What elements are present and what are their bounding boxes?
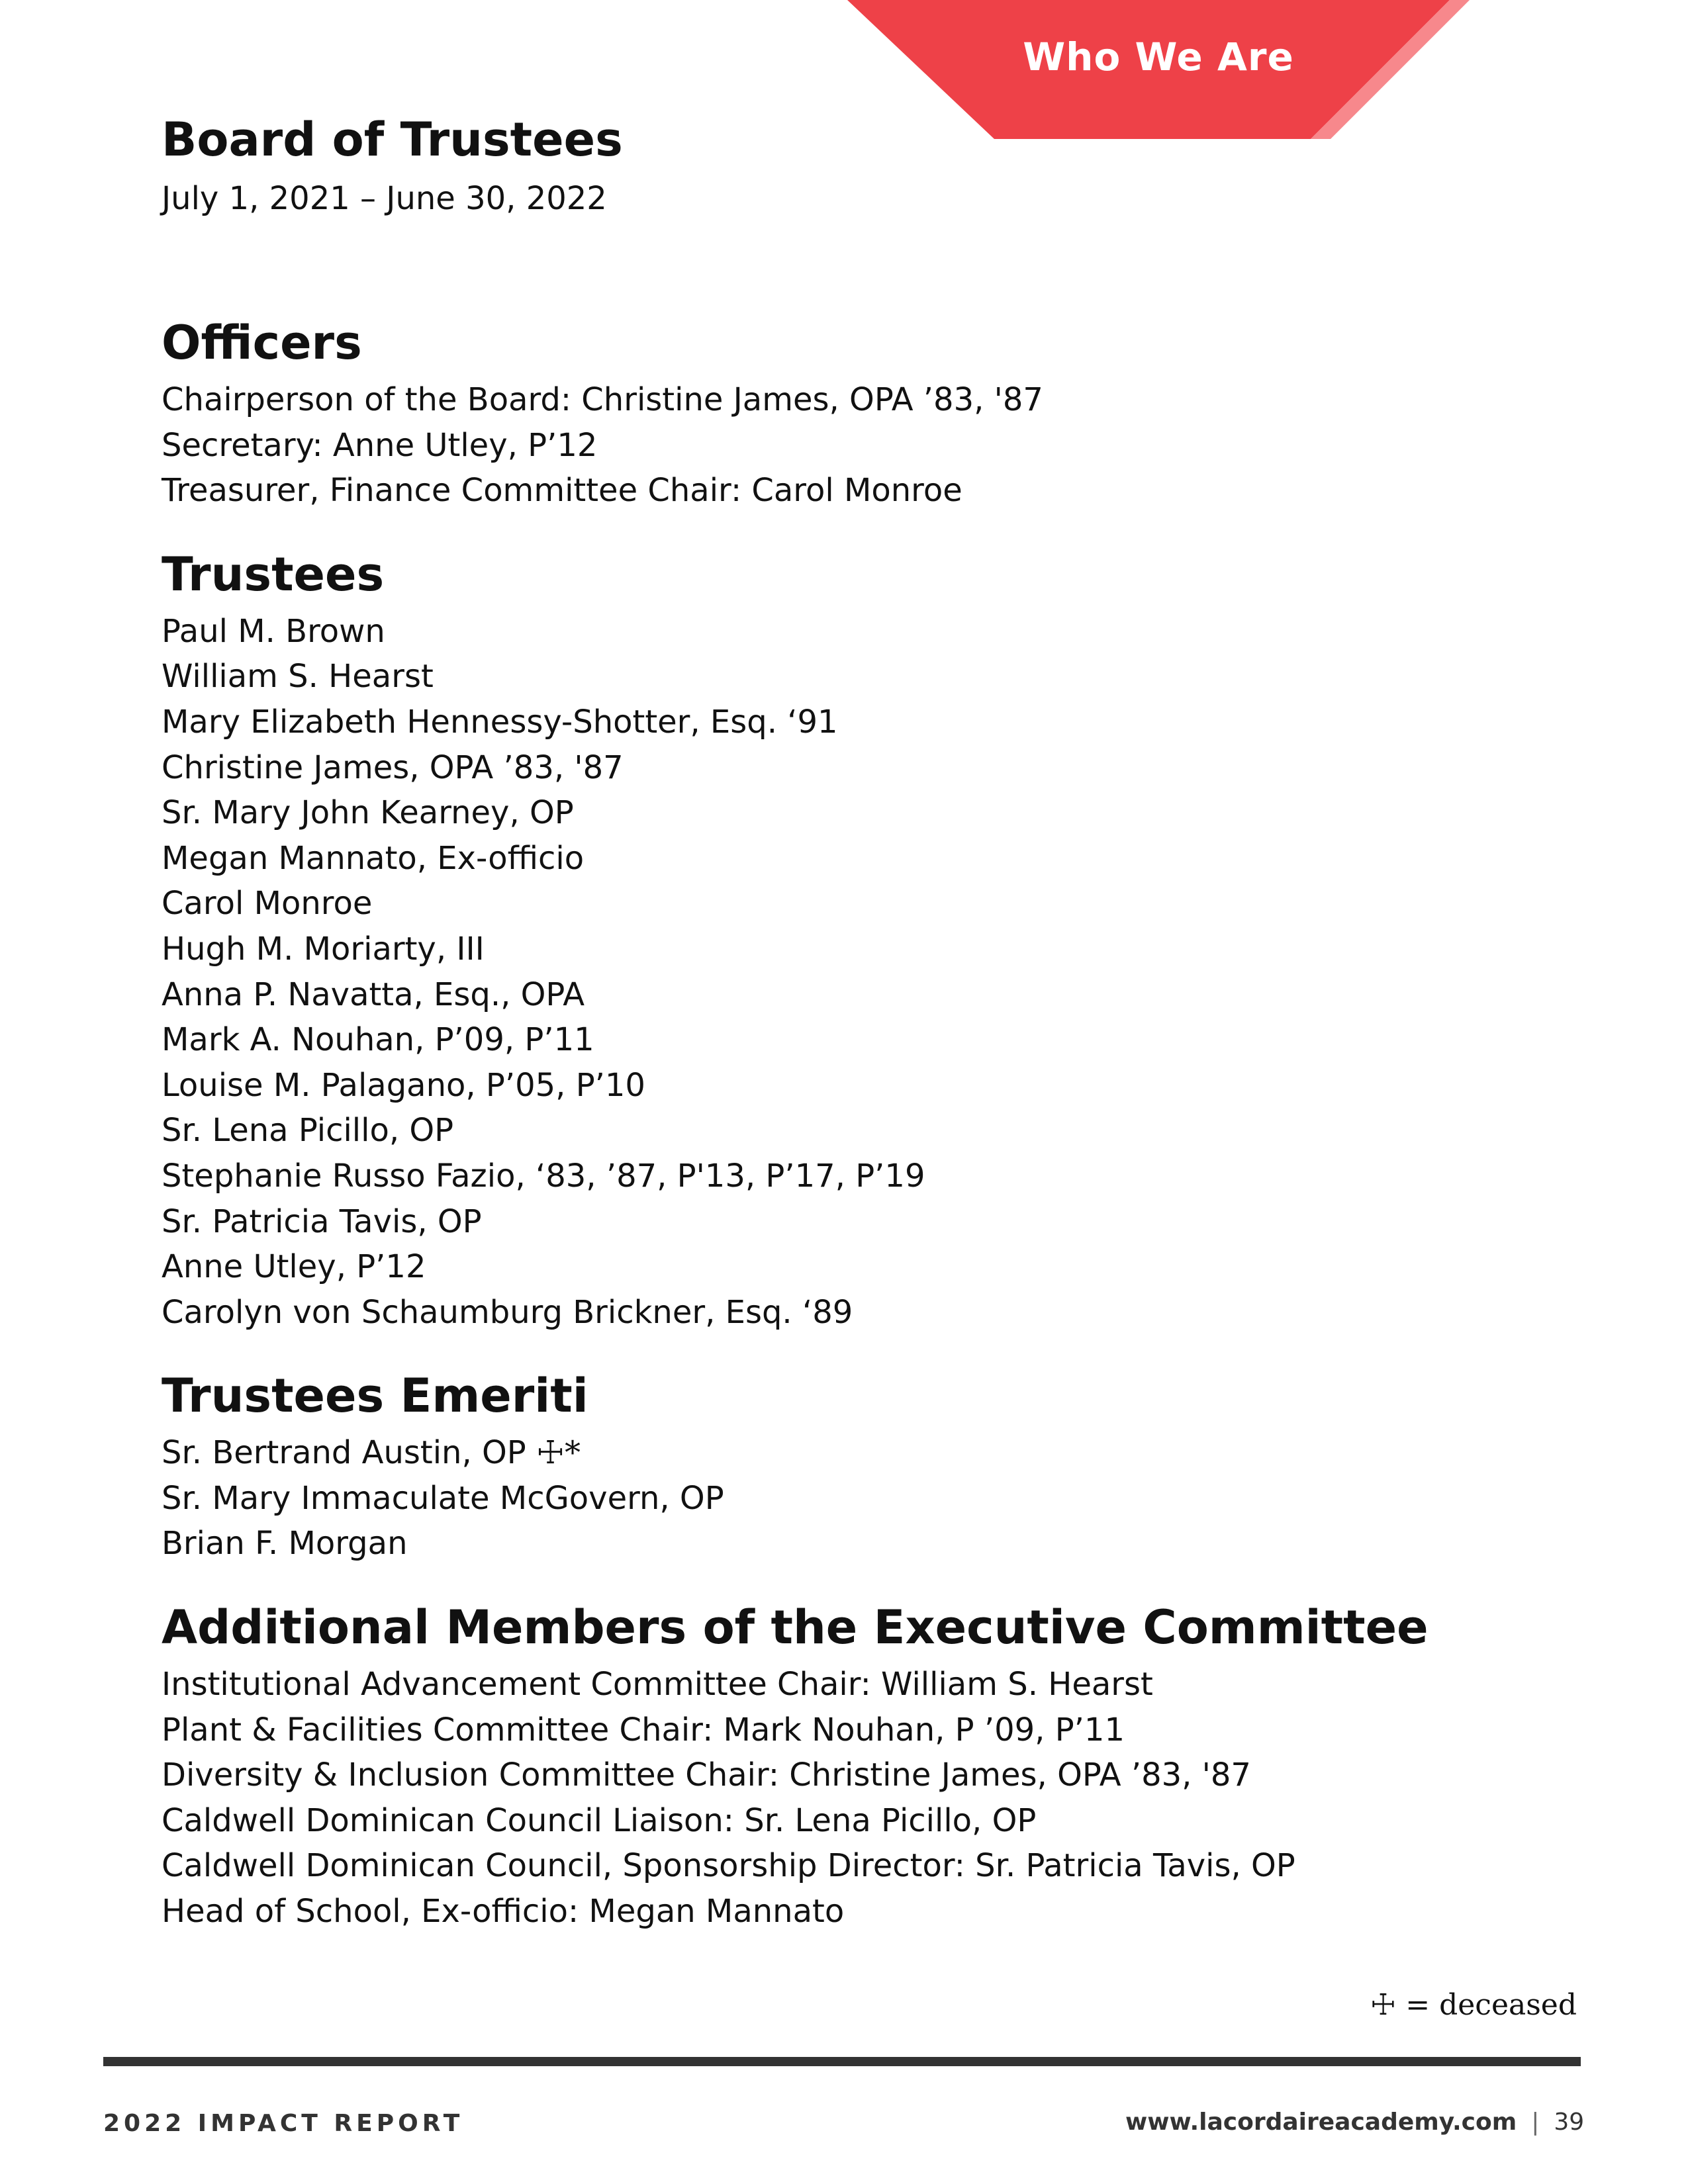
officers-heading: Officers — [162, 316, 362, 370]
trustee-item: Sr. Lena Picillo, OP — [162, 1112, 454, 1150]
emeritus-item: Sr. Mary Immaculate McGovern, OP — [162, 1479, 724, 1517]
executive-item: Head of School, Ex-officio: Megan Mannato — [162, 1893, 845, 1931]
footer-report-label: 2022 IMPACT REPORT — [103, 2110, 464, 2137]
officer-item: Secretary: Anne Utley, P’12 — [162, 426, 598, 464]
executive-item: Diversity & Inclusion Committee Chair: Christine James, OPA ’83, '87 — [162, 1756, 1251, 1794]
officer-item: Chairperson of the Board: Christine James, OPA ’83, '87 — [162, 381, 1043, 418]
footer-right — [1125, 2109, 1585, 2136]
trustee-item: Louise M. Palagano, P’05, P’10 — [162, 1066, 645, 1104]
footer-divider — [103, 2057, 1581, 2066]
trustee-item: Mark A. Nouhan, P’09, P’11 — [162, 1021, 594, 1059]
deceased-legend — [1324, 1985, 1577, 2025]
page-title: Board of Trustees — [162, 113, 623, 167]
trustee-item: Mary Elizabeth Hennessy-Shotter, Esq. ‘91 — [162, 703, 838, 741]
trustee-item: Hugh M. Moriarty, III — [162, 930, 485, 968]
emeriti-section — [162, 1365, 1585, 1567]
page-number: 39 — [1554, 2109, 1585, 2136]
trustee-item: Sr. Patricia Tavis, OP — [162, 1203, 482, 1240]
executive-item: Institutional Advancement Committee Chair: William S. Hearst — [162, 1666, 1153, 1704]
emeriti-heading: Trustees Emeriti — [162, 1369, 588, 1424]
emeritus-item — [162, 1430, 1585, 1476]
trustee-item: Christine James, OPA ’83, '87 — [162, 749, 624, 786]
trustee-item: Megan Mannato, Ex-officio — [162, 839, 585, 877]
trustee-item: Paul M. Brown — [162, 612, 385, 650]
executive-item: Plant & Facilities Committee Chair: Mark Nouhan, P ’09, P’11 — [162, 1711, 1125, 1749]
executive-section — [162, 1597, 1585, 1934]
footer-separator: | — [1531, 2109, 1540, 2136]
trustee-item: William S. Hearst — [162, 658, 434, 696]
trustee-item: Carol Monroe — [162, 885, 373, 923]
legend-text: = deceased — [1396, 1988, 1577, 2022]
executive-item: Caldwell Dominican Council Liaison: Sr. Lena Picillo, OP — [162, 1801, 1037, 1839]
emeritus-name: Sr. Bertrand Austin, OP — [162, 1434, 536, 1472]
trustee-item: Anne Utley, P’12 — [162, 1248, 426, 1286]
cross-icon: ☩ — [1370, 1988, 1397, 2022]
board-content — [162, 110, 1585, 1934]
trustee-item: Carolyn von Schaumburg Brickner, Esq. ‘89 — [162, 1293, 853, 1331]
trustees-section — [162, 544, 1585, 1336]
emeritus-item: Brian F. Morgan — [162, 1525, 408, 1563]
trustee-item: Stephanie Russo Fazio, ‘83, ’87, P'13, P’17, P’19 — [162, 1157, 925, 1195]
executive-item: Caldwell Dominican Council, Sponsorship Director: Sr. Patricia Tavis, OP — [162, 1847, 1295, 1885]
trustee-item: Sr. Mary John Kearney, OP — [162, 794, 574, 832]
date-range: July 1, 2021 – June 30, 2022 — [162, 180, 607, 217]
footer-website-link[interactable]: www.lacordaireacademy.com — [1125, 2109, 1517, 2136]
trustees-heading: Trustees — [162, 547, 385, 602]
banner-label: Who We Are — [1023, 34, 1294, 79]
officers-section — [162, 312, 1585, 514]
executive-heading: Additional Members of the Executive Committee — [162, 1600, 1429, 1655]
deceased-mark: ☩* — [536, 1434, 581, 1472]
trustee-item: Anna P. Navatta, Esq., OPA — [162, 976, 585, 1013]
officer-item: Treasurer, Finance Committee Chair: Carol Monroe — [162, 472, 962, 510]
